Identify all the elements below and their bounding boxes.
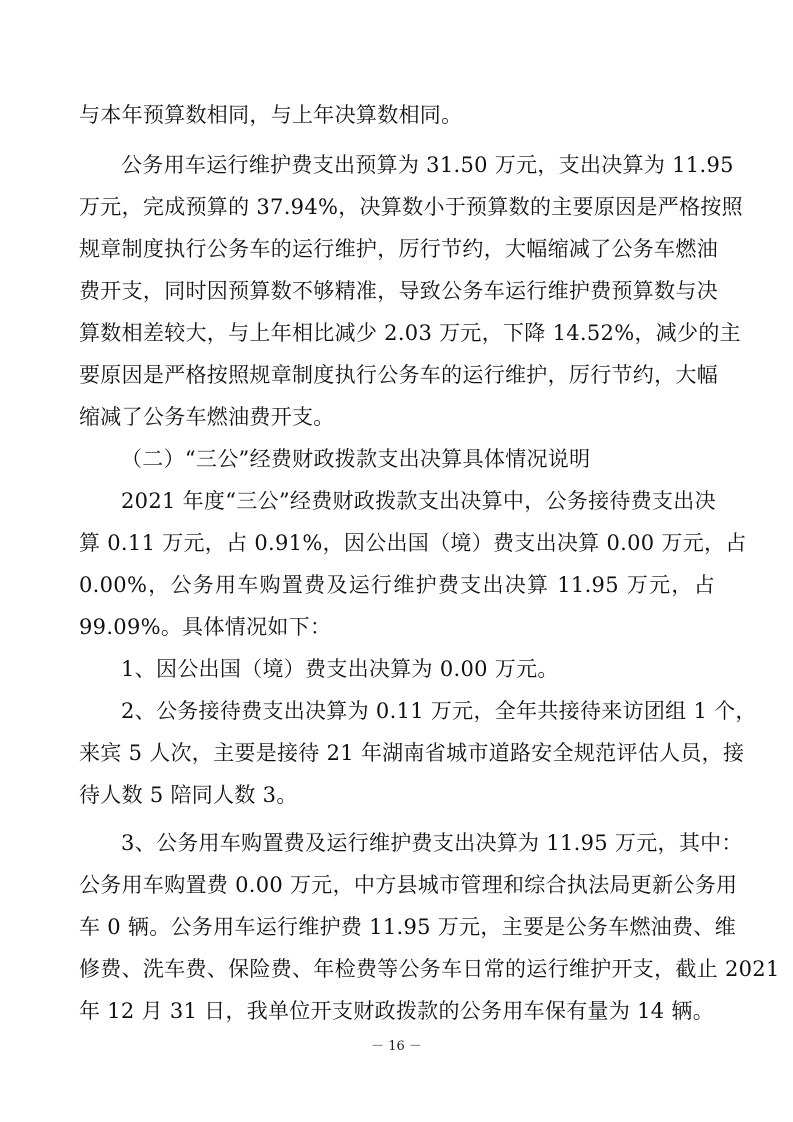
paragraph-line: 99.09%。具体情况如下：	[79, 615, 332, 639]
paragraph-line: 万元，完成预算的 37.94%，决算数小于预算数的主要原因是严格按照	[79, 195, 743, 219]
page-number: － 16 －	[371, 1039, 422, 1054]
paragraph-line: 车 0 辆。公务用车运行维护费 11.95 万元，主要是公务车燃油费、维	[79, 915, 736, 939]
paragraph-line: 0.00%，公务用车购置费及运行维护费支出决算 11.95 万元，占	[79, 573, 715, 597]
paragraph-line: 算 0.11 万元，占 0.91%，因公出国（境）费支出决算 0.00 万元，占	[79, 531, 747, 555]
list-item: 1、因公出国（境）费支出决算为 0.00 万元。	[121, 657, 559, 681]
paragraph-line: 公务用车购置费 0.00 万元，中方县城市管理和综合执法局更新公务用	[79, 873, 738, 897]
paragraph-line: 年 12 月 31 日，我单位开支财政拨款的公务用车保有量为 14 辆。	[79, 999, 715, 1023]
paragraph-line: 缩减了公务车燃油费开支。	[79, 405, 335, 429]
paragraph-line: 要原因是严格按照规章制度执行公务车的运行维护，厉行节约，大幅	[79, 363, 718, 387]
paragraph-line: 费开支，同时因预算数不够精准，导致公务车运行维护费预算数与决	[79, 279, 718, 303]
paragraph-line: 来宾 5 人次，主要是接待 21 年湖南省城市道路安全规范评估人员，接	[79, 741, 745, 765]
paragraph-line: 规章制度执行公务车的运行维护，厉行节约，大幅缩减了公务车燃油	[79, 237, 718, 261]
section-heading: （二）“三公”经费财政拨款支出决算具体情况说明	[121, 447, 591, 471]
list-item: 2、公务接待费支出决算为 0.11 万元，全年共接待来访团组 1 个，	[121, 699, 757, 723]
paragraph-line: 待人数 5 陪同人数 3。	[79, 783, 298, 807]
paragraph-line: 与本年预算数相同，与上年决算数相同。	[79, 103, 463, 127]
paragraph-line: 算数相差较大，与上年相比减少 2.03 万元，下降 14.52%，减少的主	[79, 321, 741, 345]
paragraph-line: 修费、洗车费、保险费、年检费等公务车日常的运行维护开支，截止 2021	[79, 957, 780, 981]
paragraph-line: 2021 年度“三公”经费财政拨款支出决算中，公务接待费支出决	[121, 489, 716, 513]
list-item: 3、公务用车购置费及运行维护费支出决算为 11.95 万元，其中：	[121, 831, 743, 855]
paragraph-line: 公务用车运行维护费支出预算为 31.50 万元，支出决算为 11.95	[121, 153, 734, 177]
